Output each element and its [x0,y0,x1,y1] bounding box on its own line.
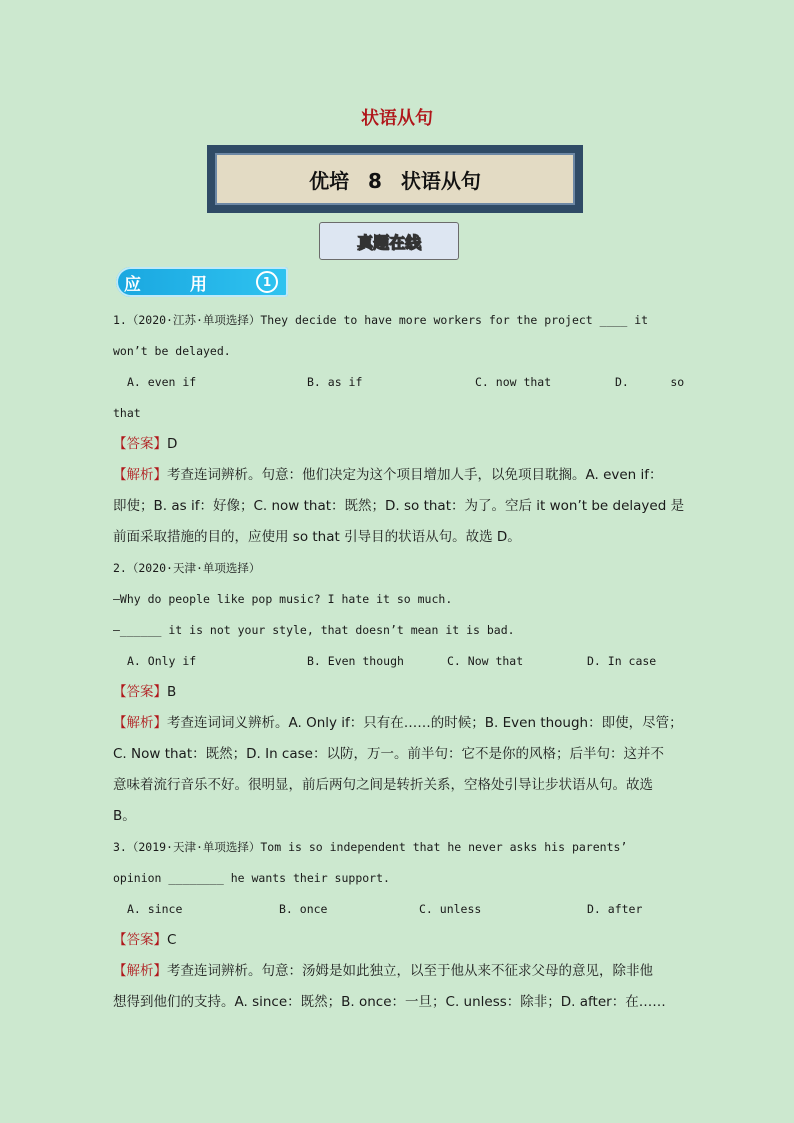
q2-answer-value: B [167,684,177,700]
q2-option-d: D. In case [587,654,657,668]
q1-options [113,367,685,398]
q2-answer [113,677,681,708]
q1-analysis-line2: 即使；B. as if：好像；C. now that：既然；D. so that：为了。空后 it won’t be delayed 是 [113,498,685,514]
q3-analysis-label: 【解析】 [113,963,167,979]
q3-answer-label: 【答案】 [113,932,167,948]
q2-option-a: A. Only if [127,654,197,668]
q3-analysis-text1: 考查连词辨析。句意：汤姆是如此独立，以至于他从来不征求父母的意见，除非他 [167,963,653,979]
q3-options [113,894,681,925]
q1-analysis-label: 【解析】 [113,467,167,483]
q3-analysis-line2: 想得到他们的支持。A. since：既然；B. once：一旦；C. unless：除非；D. after：在…… [113,994,666,1010]
q1-option-c: C. now that [475,375,552,389]
document-title: 状语从句 [361,108,433,129]
q2-analysis-line2: C. Now that：既然；D. In case：以防，万一。前半句：它不是你的风格；后半句：这并不 [113,746,664,762]
q1-analysis-line3: 前面采取措施的目的，应使用 so that 引导目的状语从句。故选 D。 [113,529,521,545]
q1-analysis-line1 [113,460,681,491]
q1-option-d-cont: that [113,406,141,420]
question-content [113,305,685,1018]
q2-stem-line2: —Why do people like pop music? I hate it so much. [113,592,453,606]
tab-label-right: 用 [190,274,207,295]
q2-analysis-text1: 考查连词词义辨析。A. Only if：只有在……的时候；B. Even though：即使，尽管； [167,715,683,731]
circled-number-icon: 1 [256,271,278,293]
q1-answer [113,429,681,460]
q2-stem-line1: 2.（2020·天津·单项选择） [113,561,261,575]
q2-stem-line3: —______ it is not your style, that doesn’t mean it is bad. [113,623,515,637]
banner-title: 优培 8 状语从句 [215,153,575,205]
q1-stem-line2: won’t be delayed. [113,344,231,358]
application-tab [116,267,288,297]
q2-options [113,646,681,677]
q1-option-d: D. so [615,375,685,389]
q3-stem-line1: 3.（2019·天津·单项选择）Tom is so independent that he never asks his parents’ [113,840,628,854]
q3-option-b: B. once [279,902,328,916]
tab-label-left: 应 [124,274,141,295]
q3-option-d: D. after [587,902,643,916]
q1-answer-label: 【答案】 [113,436,167,452]
section-badge: 真题在线 [319,222,459,260]
q2-analysis-label: 【解析】 [113,715,167,731]
q1-stem-line1: 1.（2020·江苏·单项选择）They decide to have more workers for the project ____ it [113,313,649,327]
q1-answer-value: D [167,436,178,452]
q1-analysis-text1: 考查连词辨析。句意：他们决定为这个项目增加人手，以免项目耽搁。A. even if： [167,467,663,483]
q3-analysis-line1 [113,956,681,987]
q3-answer [113,925,681,956]
q2-analysis-line3: 意味着流行音乐不好。很明显，前后两句之间是转折关系，空格处引导让步状语从句。故选 [113,777,653,793]
q3-option-a: A. since [127,902,183,916]
q2-option-c: C. Now that [447,654,524,668]
title-banner [207,145,583,213]
q2-option-b: B. Even though [307,654,404,668]
q3-answer-value: C [167,932,177,948]
q1-option-a: A. even if [127,375,197,389]
q3-stem-line2: opinion ________ he wants their support. [113,871,390,885]
q2-answer-label: 【答案】 [113,684,167,700]
q2-analysis-line4: B。 [113,808,136,824]
q2-analysis-line1 [113,708,681,739]
q3-option-c: C. unless [419,902,482,916]
q1-option-b: B. as if [307,375,363,389]
